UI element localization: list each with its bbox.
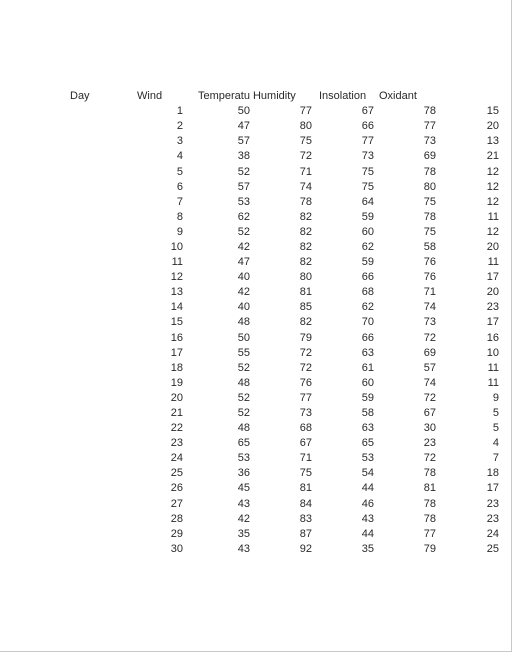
table-row [58,300,501,315]
cell-oxidant: 23 [486,301,499,314]
cell-wind: 53 [237,195,250,208]
data-sheet [58,89,501,557]
table-row [58,421,501,436]
row-spacer-cell [58,376,123,391]
cell-insolation: 58 [423,240,436,253]
cell-humidity: 77 [361,135,374,148]
cell-temperature: 92 [299,542,312,555]
cell-wind: 53 [237,452,250,465]
cell-temperature: 75 [299,135,312,148]
cell-wind: 57 [237,135,250,148]
cell-temperature: 79 [299,331,312,344]
cell-temperature: 75 [299,467,312,480]
table-row [58,149,501,164]
cell-humidity: 43 [361,512,374,525]
cell-oxidant: 7 [492,452,499,465]
cell-insolation: 76 [423,256,436,269]
cell-humidity: 75 [361,165,374,178]
cell-wind: 45 [237,482,250,495]
table-row [58,361,501,376]
cell-insolation: 75 [423,225,436,238]
cell-wind: 62 [237,210,250,223]
column-header-wind: Wind [137,90,163,103]
table-row [58,315,501,330]
cell-oxidant: 24 [486,527,499,540]
cell-wind: 43 [237,497,250,510]
cell-wind: 52 [237,407,250,420]
data-table [58,89,501,557]
cell-humidity: 64 [361,195,374,208]
row-spacer-cell [58,346,123,361]
row-spacer-cell [58,331,123,346]
cell-insolation: 69 [423,150,436,163]
cell-oxidant: 17 [486,271,499,284]
cell-temperature: 81 [299,286,312,299]
table-row [58,542,501,557]
cell-humidity: 46 [361,497,374,510]
cell-temperature: 67 [299,437,312,450]
cell-oxidant: 5 [492,407,499,420]
cell-temperature: 85 [299,301,312,314]
table-row [58,497,501,512]
row-spacer-cell [58,481,123,496]
cell-wind: 50 [237,105,250,118]
cell-insolation: 78 [423,497,436,510]
cell-day: 25 [170,467,183,480]
cell-wind: 42 [237,286,250,299]
row-spacer-cell [58,542,123,557]
cell-temperature: 81 [299,482,312,495]
cell-insolation: 78 [423,165,436,178]
cell-insolation: 78 [423,512,436,525]
cell-oxidant: 23 [486,512,499,525]
cell-day: 22 [170,422,183,435]
cell-oxidant: 23 [486,497,499,510]
row-spacer-cell [58,315,123,330]
cell-wind: 52 [237,165,250,178]
table-row [58,466,501,481]
row-spacer-cell [58,300,123,315]
cell-humidity: 73 [361,150,374,163]
table-row [58,451,501,466]
cell-temperature: 71 [299,165,312,178]
cell-oxidant: 18 [486,467,499,480]
cell-insolation: 77 [423,120,436,133]
cell-wind: 57 [237,180,250,193]
cell-humidity: 63 [361,422,374,435]
cell-oxidant: 12 [486,165,499,178]
cell-oxidant: 21 [486,150,499,163]
cell-day: 15 [170,316,183,329]
cell-temperature: 68 [299,422,312,435]
cell-humidity: 59 [361,210,374,223]
cell-temperature: 82 [299,316,312,329]
table-row [58,255,501,270]
table-row [58,270,501,285]
table-row [58,346,501,361]
cell-insolation: 78 [423,467,436,480]
cell-oxidant: 10 [486,346,499,359]
cell-temperature: 72 [299,346,312,359]
cell-day: 7 [176,195,183,208]
cell-wind: 55 [237,346,250,359]
cell-insolation: 72 [423,452,436,465]
header-row [58,89,501,104]
cell-wind: 50 [237,331,250,344]
cell-humidity: 65 [361,437,374,450]
row-spacer-cell [58,285,123,300]
table-row [58,119,501,134]
table-row [58,436,501,451]
row-spacer-cell [58,512,123,527]
row-spacer-cell [58,240,123,255]
row-spacer-cell [58,149,123,164]
cell-temperature: 80 [299,120,312,133]
cell-wind: 48 [237,376,250,389]
cell-humidity: 60 [361,376,374,389]
cell-temperature: 82 [299,225,312,238]
cell-day: 9 [176,225,183,238]
cell-day: 30 [170,542,183,555]
cell-day: 21 [170,407,183,420]
cell-day: 17 [170,346,183,359]
cell-temperature: 84 [299,497,312,510]
cell-day: 6 [176,180,183,193]
cell-day: 29 [170,527,183,540]
cell-insolation: 77 [423,527,436,540]
cell-humidity: 67 [361,105,374,118]
cell-temperature: 82 [299,210,312,223]
cell-insolation: 72 [423,331,436,344]
cell-day: 27 [170,497,183,510]
cell-temperature: 82 [299,256,312,269]
cell-humidity: 70 [361,316,374,329]
cell-oxidant: 20 [486,240,499,253]
cell-day: 24 [170,452,183,465]
row-spacer-cell [58,225,123,240]
cell-insolation: 74 [423,301,436,314]
row-spacer-cell [58,406,123,421]
table-row [58,225,501,240]
cell-temperature: 80 [299,271,312,284]
cell-insolation: 78 [423,105,436,118]
row-spacer-cell [58,195,123,210]
cell-day: 4 [176,150,183,163]
cell-humidity: 75 [361,180,374,193]
row-spacer-cell [58,436,123,451]
cell-oxidant: 20 [486,286,499,299]
row-spacer-cell [58,451,123,466]
table-row [58,104,501,119]
cell-insolation: 71 [423,286,436,299]
row-spacer-cell [58,210,123,225]
row-spacer-cell [58,497,123,512]
table-row [58,391,501,406]
cell-day: 26 [170,482,183,495]
row-spacer-cell [58,391,123,406]
table-row [58,481,501,496]
cell-oxidant: 17 [486,482,499,495]
cell-day: 20 [170,391,183,404]
cell-temperature: 73 [299,407,312,420]
cell-humidity: 66 [361,120,374,133]
column-header-day: Day [70,90,90,103]
cell-wind: 42 [237,512,250,525]
cell-insolation: 74 [423,376,436,389]
table-row [58,285,501,300]
table-row [58,512,501,527]
cell-temperature: 77 [299,391,312,404]
cell-wind: 52 [237,391,250,404]
cell-wind: 47 [237,120,250,133]
cell-day: 14 [170,301,183,314]
cell-day: 11 [171,256,183,269]
cell-humidity: 59 [361,391,374,404]
cell-insolation: 72 [423,391,436,404]
cell-wind: 52 [237,225,250,238]
table-row [58,180,501,195]
cell-oxidant: 12 [486,195,499,208]
table-row [58,210,501,225]
cell-day: 2 [176,120,183,133]
cell-oxidant: 13 [486,135,499,148]
cell-day: 18 [170,361,183,374]
cell-insolation: 76 [423,271,436,284]
cell-temperature: 78 [299,195,312,208]
cell-wind: 38 [237,150,250,163]
cell-wind: 40 [237,271,250,284]
row-spacer-cell [58,119,123,134]
row-spacer-cell [58,104,123,119]
cell-day: 12 [170,271,183,284]
cell-insolation: 75 [423,195,436,208]
cell-temperature: 71 [299,452,312,465]
cell-day: 16 [170,331,183,344]
table-row [58,134,501,149]
table-body [58,104,501,557]
cell-day: 1 [176,105,183,118]
cell-temperature: 82 [299,240,312,253]
cell-humidity: 44 [361,482,374,495]
cell-day: 8 [176,210,183,223]
cell-oxidant: 15 [486,105,499,118]
cell-oxidant: 11 [487,376,499,389]
cell-wind: 42 [237,240,250,253]
cell-oxidant: 11 [487,361,499,374]
row-spacer-cell [58,255,123,270]
cell-wind: 52 [237,361,250,374]
cell-humidity: 68 [361,286,374,299]
cell-insolation: 78 [423,210,436,223]
cell-oxidant: 5 [492,422,499,435]
cell-insolation: 23 [423,437,436,450]
cell-humidity: 54 [361,467,374,480]
row-spacer-cell [58,134,123,149]
cell-humidity: 66 [361,271,374,284]
cell-wind: 48 [237,316,250,329]
cell-humidity: 66 [361,331,374,344]
cell-insolation: 80 [423,180,436,193]
cell-temperature: 83 [299,512,312,525]
row-spacer-cell [58,361,123,376]
cell-humidity: 59 [361,256,374,269]
cell-day: 3 [176,135,183,148]
cell-oxidant: 25 [486,542,499,555]
cell-temperature: 72 [299,361,312,374]
table-row [58,376,501,391]
cell-humidity: 60 [361,225,374,238]
row-spacer-cell [58,180,123,195]
cell-day: 28 [170,512,183,525]
cell-temperature: 74 [299,180,312,193]
cell-wind: 47 [237,256,250,269]
cell-temperature: 77 [299,105,312,118]
cell-temperature: 87 [299,527,312,540]
empty-header-cell [438,89,501,104]
column-header-insolation: Insolation [318,90,367,103]
table-row [58,331,501,346]
cell-wind: 35 [237,527,250,540]
table-row [58,195,501,210]
cell-oxidant: 12 [486,225,499,238]
cell-insolation: 81 [423,482,436,495]
cell-insolation: 57 [423,361,436,374]
cell-humidity: 44 [361,527,374,540]
cell-wind: 36 [237,467,250,480]
cell-wind: 43 [237,542,250,555]
cell-wind: 40 [237,301,250,314]
cell-humidity: 61 [361,361,374,374]
cell-day: 23 [170,437,183,450]
cell-humidity: 63 [361,346,374,359]
row-spacer-cell [58,164,123,179]
table-row [58,406,501,421]
cell-wind: 65 [237,437,250,450]
cell-day: 5 [176,165,183,178]
cell-oxidant: 4 [492,437,499,450]
cell-insolation: 67 [423,407,436,420]
cell-insolation: 79 [423,542,436,555]
cell-temperature: 76 [299,376,312,389]
table-row [58,240,501,255]
row-spacer-cell [58,466,123,481]
column-header-temperature: Temperatu [198,90,250,103]
cell-insolation: 73 [423,316,436,329]
column-header-oxidant: Oxidant [378,90,417,103]
cell-oxidant: 17 [486,316,499,329]
cell-day: 13 [170,286,183,299]
cell-oxidant: 20 [486,120,499,133]
cell-oxidant: 16 [486,331,499,344]
cell-day: 10 [170,240,183,253]
cell-humidity: 53 [361,452,374,465]
cell-insolation: 73 [423,135,436,148]
cell-humidity: 35 [361,542,374,555]
cell-oxidant: 11 [487,256,499,269]
cell-insolation: 69 [423,346,436,359]
cell-humidity: 62 [361,301,374,314]
row-spacer-cell [58,527,123,542]
table-row [58,527,501,542]
cell-day: 19 [170,376,183,389]
table-row [58,164,501,179]
cell-wind: 48 [237,422,250,435]
cell-humidity: 62 [361,240,374,253]
cell-humidity: 58 [361,407,374,420]
cell-insolation: 30 [423,422,436,435]
cell-temperature: 72 [299,150,312,163]
cell-oxidant: 9 [492,391,499,404]
row-spacer-cell [58,421,123,436]
cell-oxidant: 11 [487,210,499,223]
cell-oxidant: 12 [486,180,499,193]
row-spacer-cell [58,270,123,285]
column-header-humidity: Humidity [252,90,296,103]
